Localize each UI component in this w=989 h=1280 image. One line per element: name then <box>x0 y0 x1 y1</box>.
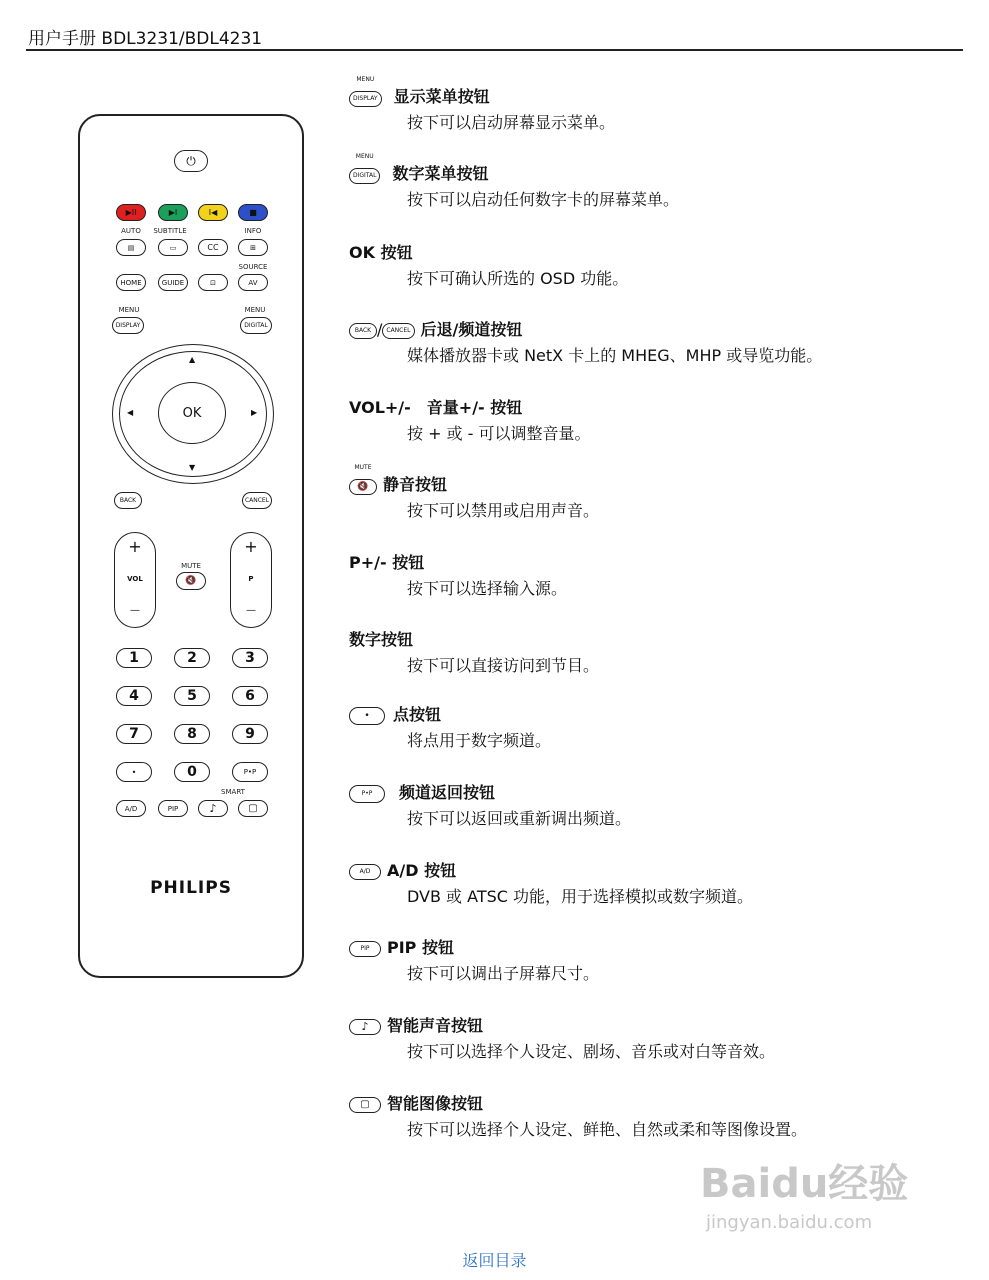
pip-button[interactable]: PIP <box>158 800 188 817</box>
previous-channel-button[interactable]: P•P <box>232 762 268 782</box>
entry-title: 静音按钮 <box>383 475 448 494</box>
page-header-title: 用户手册 BDL3231/BDL4231 <box>28 29 263 49</box>
list-icon: ▤ <box>127 243 135 252</box>
av-button[interactable]: AV <box>238 274 268 291</box>
subtitle-icon: ▭ <box>169 243 177 252</box>
ad-button[interactable]: A/D <box>116 800 146 817</box>
entry-title: P+/- 按钮 <box>349 553 425 572</box>
display-menu-button[interactable]: DISPLAY <box>112 317 144 334</box>
info-button[interactable] <box>238 239 268 256</box>
dot-button-icon: • <box>349 707 385 725</box>
brand-logo: PHILIPS <box>150 878 232 898</box>
header-rule <box>26 49 963 51</box>
entry-desc: 按下可以选择个人设定、剧场、音乐或对白等音效。 <box>407 1042 776 1061</box>
back-button[interactable]: BACK <box>114 492 142 509</box>
entry-dot <box>349 702 552 750</box>
subtitle-button[interactable] <box>158 239 188 256</box>
entry-desc: 按下可以选择输入源。 <box>407 579 568 598</box>
digital-button-icon: DIGITAL <box>349 168 380 184</box>
entry-smart-sound <box>349 1013 776 1061</box>
ok-button[interactable]: OK <box>158 382 226 444</box>
arrow-down-icon[interactable]: ▼ <box>189 463 196 472</box>
entry-desc: 将点用于数字频道。 <box>407 731 552 750</box>
number-button-8[interactable]: 8 <box>174 724 210 744</box>
previous-icon: I◀ <box>208 208 218 217</box>
number-button-2[interactable]: 2 <box>174 648 210 668</box>
play-icon: ▶I <box>168 208 178 217</box>
number-button-6[interactable]: 6 <box>232 686 268 706</box>
auto-button[interactable] <box>116 239 146 256</box>
entry-title: A/D 按钮 <box>387 861 457 880</box>
color-button-yellow[interactable] <box>198 204 228 221</box>
entry-title: 数字按钮 <box>349 630 414 649</box>
digital-menu-button[interactable]: DIGITAL <box>240 317 272 334</box>
entry-desc: 按下可以启动屏幕显示菜单。 <box>407 113 616 132</box>
entry-desc: 按下可以调出子屏幕尺寸。 <box>407 964 600 983</box>
entry-title: OK 按钮 <box>349 243 413 262</box>
entry-desc: 按下可以返回或重新调出频道。 <box>407 809 632 828</box>
format-button[interactable] <box>198 274 228 291</box>
entry-title: 显示菜单按钮 <box>393 87 490 106</box>
ad-button-icon: A/D <box>349 864 381 880</box>
entry-title: 智能声音按钮 <box>387 1016 484 1035</box>
source-label: SOURCE <box>238 263 268 271</box>
menu-label-left: MENU <box>118 306 140 314</box>
stop-icon: ■ <box>249 208 257 217</box>
info-label: INFO <box>244 227 262 235</box>
aspect-ratio-icon: ⊡ <box>210 278 216 287</box>
remote-control-illustration <box>78 114 304 978</box>
color-button-red[interactable] <box>116 204 146 221</box>
color-button-green[interactable] <box>158 204 188 221</box>
color-button-blue[interactable] <box>238 204 268 221</box>
home-button[interactable]: HOME <box>116 274 146 291</box>
entry-back-cancel: BACK / CANCEL 后退/频道按钮 媒体播放器卡或 NetX 卡上的 MHEG、MHP 或导览功能。 <box>349 317 522 340</box>
mute-button[interactable] <box>176 572 206 590</box>
entry-desc: 按 + 或 - 可以调整音量。 <box>407 424 591 443</box>
auto-label: AUTO <box>121 227 141 235</box>
number-button-7[interactable]: 7 <box>116 724 152 744</box>
play-pause-icon: ▶II <box>125 208 137 217</box>
display-button-icon: DISPLAY <box>349 91 382 107</box>
entry-desc: 按下可确认所选的 OSD 功能。 <box>407 269 629 288</box>
arrow-right-icon[interactable]: ▶ <box>251 408 258 417</box>
number-button-5[interactable]: 5 <box>174 686 210 706</box>
entry-desc: 按下可以禁用或启用声音。 <box>407 501 600 520</box>
watermark-url: jingyan.baidu.com <box>706 1212 873 1233</box>
number-button-1[interactable]: 1 <box>116 648 152 668</box>
entry-volume <box>349 395 591 443</box>
screen-icon: ▢ <box>349 1097 381 1113</box>
cancel-button-icon: CANCEL <box>382 323 414 339</box>
entry-smart-picture <box>349 1091 808 1139</box>
entry-desc: 按下可以启动任何数字卡的屏幕菜单。 <box>407 190 680 209</box>
program-rocker[interactable] <box>230 532 272 628</box>
mute-icon: 🔇 <box>185 576 197 586</box>
program-down[interactable]: — <box>246 605 256 616</box>
dot-button[interactable]: • <box>116 762 152 782</box>
program-label: P <box>248 575 254 583</box>
volume-up[interactable]: + <box>128 537 142 556</box>
info-icon: ⊞ <box>250 243 256 252</box>
entry-title: VOL+/- 音量+/- 按钮 <box>349 398 523 417</box>
smart-label: SMART <box>221 788 245 796</box>
music-note-icon: ♪ <box>349 1019 381 1035</box>
entry-desc: 按下可以直接访问到节目。 <box>407 656 600 675</box>
pip-button-icon: PIP <box>349 941 381 957</box>
volume-rocker[interactable] <box>114 532 156 628</box>
entry-desc: 按下可以选择个人设定、鲜艳、自然或柔和等图像设置。 <box>407 1120 808 1139</box>
number-button-4[interactable]: 4 <box>116 686 152 706</box>
number-button-0[interactable]: 0 <box>174 762 210 782</box>
entry-program <box>349 550 568 598</box>
number-button-9[interactable]: 9 <box>232 724 268 744</box>
entry-mute: MUTE 🔇 静音按钮 按下可以禁用或启用声音。 <box>349 472 447 495</box>
program-up[interactable]: + <box>244 537 258 556</box>
entry-title: 频道返回按钮 <box>399 783 496 802</box>
mute-label: MUTE <box>181 562 201 570</box>
entry-title: 后退/频道按钮 <box>420 320 523 339</box>
back-button-icon: BACK <box>349 323 377 339</box>
subtitle-label: SUBTITLE <box>153 227 187 235</box>
entry-desc: DVB 或 ATSC 功能，用于选择模拟或数字频道。 <box>407 887 754 906</box>
entry-ok <box>349 240 629 288</box>
guide-button[interactable]: GUIDE <box>158 274 188 291</box>
entry-pip <box>349 935 600 983</box>
previous-channel-icon: P•P <box>349 785 385 803</box>
cc-button[interactable]: CC <box>198 239 228 256</box>
entry-desc: 媒体播放器卡或 NetX 卡上的 MHEG、MHP 或导览功能。 <box>407 346 823 365</box>
entry-digital-menu: MENU DIGITAL 数字菜单按钮 按下可以启动任何数字卡的屏幕菜单。 <box>349 161 488 184</box>
volume-label: VOL <box>127 575 143 583</box>
back-to-contents-link[interactable]: 返回目录 <box>462 1251 527 1270</box>
cancel-button[interactable]: CANCEL <box>242 492 272 509</box>
mute-icon: 🔇 <box>349 479 377 495</box>
entry-ad <box>349 858 754 906</box>
entry-title: PIP 按钮 <box>387 938 454 957</box>
number-button-3[interactable]: 3 <box>232 648 268 668</box>
smart-sound-button[interactable] <box>198 800 228 817</box>
power-icon: ⏻ <box>186 153 196 168</box>
smart-picture-button[interactable] <box>238 800 268 817</box>
music-note-icon: ♪ <box>209 802 217 815</box>
entry-title: 智能图像按钮 <box>387 1094 484 1113</box>
screen-icon: ▢ <box>248 803 258 814</box>
entry-previous-channel <box>349 780 632 828</box>
navigation-pad <box>112 344 274 484</box>
menu-label-right: MENU <box>244 306 266 314</box>
entry-numbers <box>349 627 600 675</box>
watermark-logo: Baidu经验 <box>700 1161 909 1207</box>
volume-down[interactable]: — <box>130 605 140 616</box>
entry-display-menu: MENU DISPLAY 显示菜单按钮 按下可以启动屏幕显示菜单。 <box>349 84 490 107</box>
arrow-up-icon[interactable]: ▲ <box>189 355 196 364</box>
entry-title: 点按钮 <box>393 705 442 724</box>
power-button[interactable] <box>174 150 208 172</box>
entry-title: 数字菜单按钮 <box>392 164 489 183</box>
arrow-left-icon[interactable]: ◀ <box>127 408 134 417</box>
